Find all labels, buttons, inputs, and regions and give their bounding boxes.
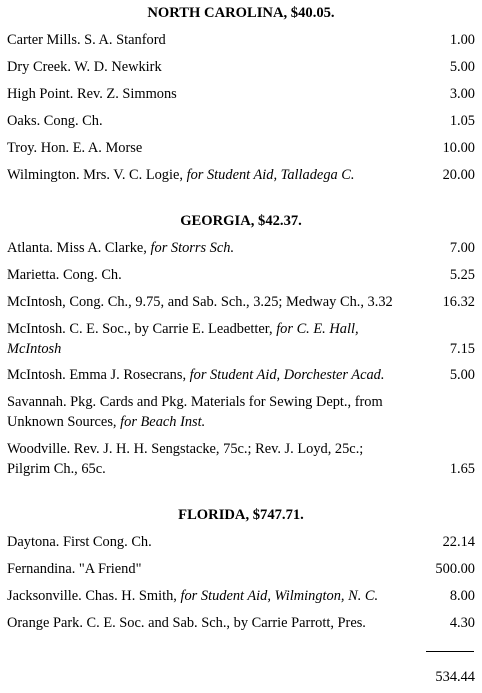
list-item [7, 294, 475, 311]
total-rule [426, 651, 474, 652]
list-item [7, 321, 475, 358]
entry-amount: 5.25 [449, 267, 475, 283]
entry-description: Troy. Hon. E. A. Morse [7, 140, 143, 156]
entry-text: McIntosh. Emma J. Rosecrans, [7, 367, 190, 383]
entry-description: Daytona. First Cong. Ch. [7, 534, 152, 550]
entry-description: Savannah. Pkg. Cards and Pkg. Materials for Sewing Dept., from [7, 394, 383, 410]
list-item [7, 534, 475, 551]
entry-amount: 20.00 [442, 167, 475, 183]
list-item [7, 167, 475, 184]
entry-description: High Point. Rev. Z. Simmons [7, 86, 177, 102]
entry-description [7, 367, 384, 384]
entry-description: Carter Mills. S. A. Stanford [7, 32, 166, 48]
entry-purpose: for C. E. Hall, [276, 321, 359, 337]
entry-purpose: for Storrs Sch. [150, 240, 235, 256]
entry-description: Dry Creek. W. D. Newkirk [7, 59, 162, 75]
list-item [7, 32, 475, 49]
list-item [7, 367, 475, 384]
entry-description-continued: Pilgrim Ch., 65c. [7, 461, 106, 477]
entry-description: Woodville. Rev. J. H. H. Sengstacke, 75c.; Rev. J. Loyd, 25c.; [7, 441, 364, 457]
list-item [7, 86, 475, 103]
list-item [7, 140, 475, 157]
entry-amount: 7.15 [449, 341, 475, 357]
entry-text: Atlanta. Miss A. Clarke, [7, 240, 151, 256]
entry-description: McIntosh, Cong. Ch., 9.75, and Sab. Sch., 3.25; Medway Ch., 3.32 [7, 294, 393, 310]
entry-purpose: for Student Aid, Wilmington, N. C. [180, 588, 379, 604]
entry-amount: 10.00 [442, 140, 475, 156]
entry-purpose: for Beach Inst. [120, 414, 206, 430]
entry-description [7, 321, 359, 338]
section-heading-georgia: GEORGIA, $42.37. [180, 213, 302, 229]
entry-amount: 16.32 [442, 294, 475, 310]
total-amount: 534.44 [435, 669, 475, 685]
entry-description-continued [7, 414, 205, 431]
entry-amount: 1.00 [449, 32, 475, 48]
entry-amount: 500.00 [435, 561, 475, 577]
entry-description: Oaks. Cong. Ch. [7, 113, 103, 129]
entry-description: Fernandina. "A Friend" [7, 561, 142, 577]
entry-amount: 1.65 [449, 461, 475, 477]
entry-text-continued: Unknown Sources, [7, 414, 121, 430]
entry-purpose: for Student Aid, Dorchester Acad. [189, 367, 385, 383]
section-heading-florida: FLORIDA, $747.71. [178, 507, 304, 523]
entry-amount: 5.00 [449, 367, 475, 383]
entry-description: Marietta. Cong. Ch. [7, 267, 122, 283]
entry-amount: 1.05 [449, 113, 475, 129]
entry-description [7, 240, 234, 257]
list-item [7, 394, 475, 431]
section-heading-north-carolina: NORTH CAROLINA, $40.05. [147, 5, 335, 21]
list-item [7, 615, 475, 632]
entry-text: Jacksonville. Chas. H. Smith, [7, 588, 181, 604]
entry-amount: 5.00 [449, 59, 475, 75]
list-item [7, 267, 475, 284]
list-item [7, 441, 475, 478]
entry-purpose-continued: McIntosh [7, 341, 62, 357]
entry-amount: 3.00 [449, 86, 475, 102]
list-item [7, 113, 475, 130]
entry-amount: 7.00 [449, 240, 475, 256]
entry-text: McIntosh. C. E. Soc., by Carrie E. Leadbetter, [7, 321, 277, 337]
entry-description [7, 167, 355, 184]
list-item [7, 588, 475, 605]
list-item [7, 240, 475, 257]
entry-text: Wilmington. Mrs. V. C. Logie, [7, 167, 187, 183]
entry-amount: 4.30 [449, 615, 475, 631]
entry-description: Orange Park. C. E. Soc. and Sab. Sch., by Carrie Parrott, Pres. [7, 615, 366, 631]
list-item [7, 59, 475, 76]
entry-amount: 22.14 [442, 534, 475, 550]
entry-purpose: for Student Aid, Talladega C. [186, 167, 355, 183]
list-item [7, 561, 475, 578]
entry-amount: 8.00 [449, 588, 475, 604]
entry-description [7, 588, 378, 605]
